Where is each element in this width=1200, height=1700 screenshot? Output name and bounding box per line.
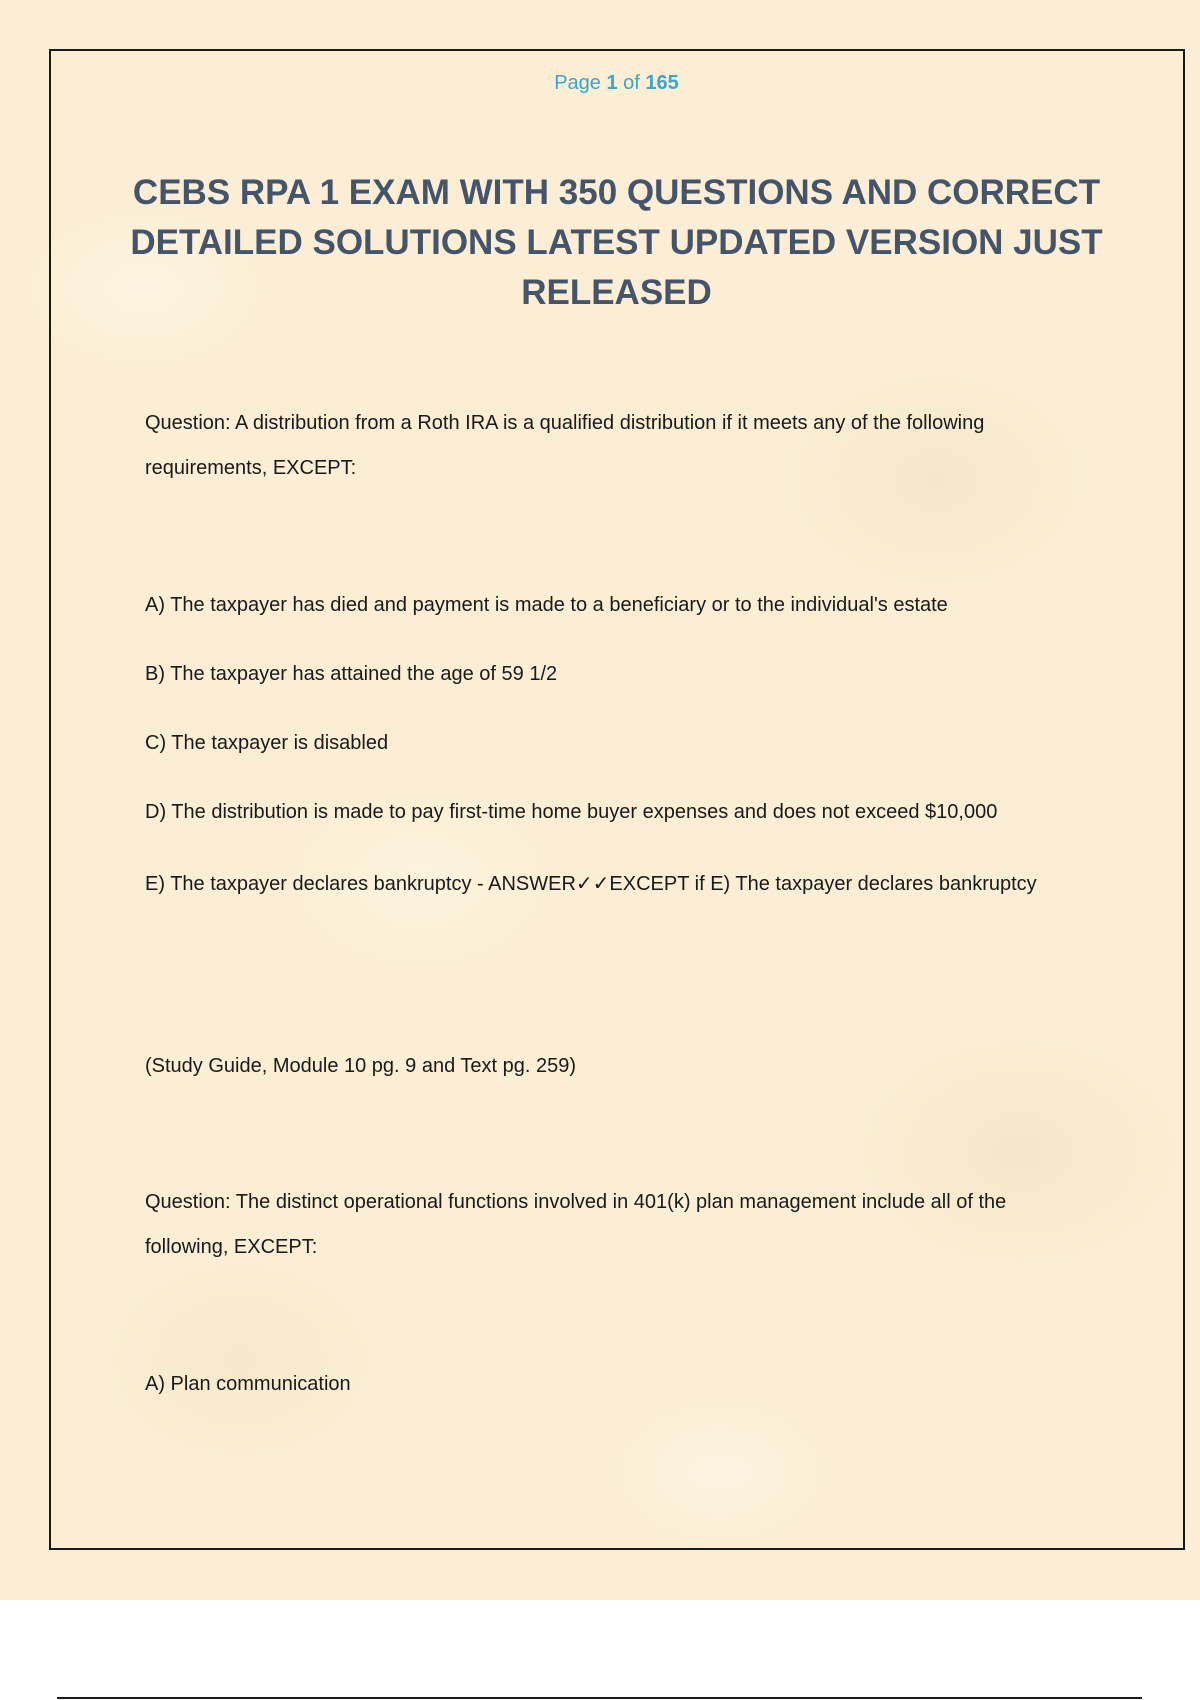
- page-number-current: 1: [606, 72, 618, 94]
- page-number: [0, 72, 1200, 95]
- page-number-prefix: Page: [554, 72, 601, 94]
- document-title: CEBS RPA 1 EXAM WITH 350 QUESTIONS AND CORRECT DETAILED SOLUTIONS LATEST UPDATED VERSION JUST RELEASED: [130, 173, 1103, 312]
- page-number-total: 165: [645, 72, 679, 94]
- question-2-text: Question: The distinct operational functions involved in 401(k) plan management include all of the following, EXCEPT:: [145, 1191, 1007, 1258]
- question-1-option-d: D) The distribution is made to pay first-time home buyer expenses and does not exceed $10,000: [145, 801, 998, 823]
- question-1-option-b: B) The taxpayer has attained the age of 59 1/2: [145, 663, 558, 685]
- question-1-option-c: C) The taxpayer is disabled: [145, 732, 389, 754]
- question-1-option-e-answer: E) The taxpayer declares bankruptcy - ANSWER✓✓EXCEPT if E) The taxpayer declares bankruptcy: [145, 873, 1037, 895]
- question-1-text: Question: A distribution from a Roth IRA is a qualified distribution if it meets any of the following requirements, EXCEPT:: [145, 412, 985, 479]
- question-1-reference: (Study Guide, Module 10 pg. 9 and Text pg. 259): [145, 1055, 577, 1077]
- question-1-option-a: A) The taxpayer has died and payment is made to a beneficiary or to the individual's estate: [145, 594, 948, 616]
- page-number-of: of: [623, 72, 640, 94]
- footer-rule: [57, 1697, 1142, 1699]
- question-2-option-a: A) Plan communication: [145, 1373, 351, 1395]
